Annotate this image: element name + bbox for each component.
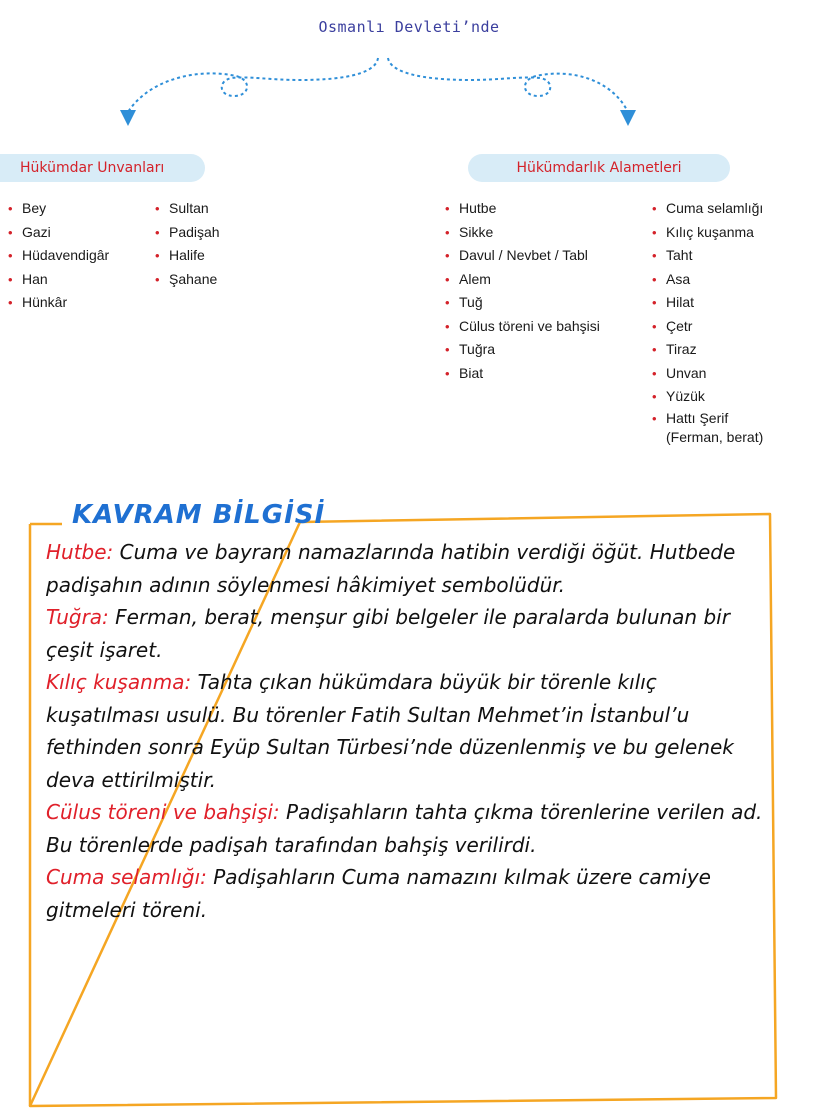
concept-definition: Padişahların Cuma namazını kılmak üzere camiye gitmeleri töreni.: [46, 865, 711, 922]
concept-term: Tuğra:: [46, 605, 109, 629]
list-item: • Cuma selamlığı: [652, 197, 812, 221]
list-item: • Hünkâr: [8, 291, 148, 315]
list-item: • Davul / Nevbet / Tabl: [445, 244, 655, 268]
concept-entry: [46, 536, 766, 601]
list-item: • Padişah: [155, 221, 275, 245]
concept-entry: [46, 796, 766, 861]
list-item: • Tuğra: [445, 338, 655, 362]
list-item: • Taht: [652, 244, 812, 268]
list-item: • Unvan: [652, 362, 812, 386]
concept-card-text: [46, 536, 766, 926]
concept-definition: Padişahların tahta çıkma törenlerine verilen ad. Bu törenlerde padişah tarafından bahşiş verilirdi.: [46, 800, 763, 857]
list-item: • Cülus töreni ve bahşisi: [445, 315, 655, 339]
list-item: • Sultan: [155, 197, 275, 221]
list-item: • Kılıç kuşanma: [652, 221, 812, 245]
concept-term: Kılıç kuşanma:: [46, 670, 192, 694]
list-item: • Yüzük: [652, 385, 812, 409]
ruler-titles-label: Hükümdar Unvanları: [0, 154, 205, 182]
concept-entry: [46, 601, 766, 666]
list-item: • Tuğ: [445, 291, 655, 315]
list-item: • Hattı Şerif (Ferman, berat): [652, 409, 812, 447]
list-item: • Hüdavendigâr: [8, 244, 148, 268]
concept-term: Cuma selamlığı:: [46, 865, 207, 889]
diagram-title: Osmanlı Devleti’nde: [318, 18, 500, 36]
list-item: • Bey: [8, 197, 148, 221]
concept-card-title: KAVRAM BİLGİSİ: [72, 500, 326, 530]
concept-definition: Cuma ve bayram namazlarında hatibin verdiği öğüt. Hutbede padişahın adının söylenmesi hâkimiyet sembolüdür.: [46, 540, 736, 597]
list-item: • Biat: [445, 362, 655, 386]
list-item: • Asa: [652, 268, 812, 292]
list-item: • Halife: [155, 244, 275, 268]
list-item: • Tiraz: [652, 338, 812, 362]
concept-entry: [46, 666, 766, 796]
list-item: • Hilat: [652, 291, 812, 315]
list-item: • Gazi: [8, 221, 148, 245]
concept-definition: Tahta çıkan hükümdara büyük bir törenle kılıç kuşatılması usulü. Bu törenler Fatih Sultan Mehmet’in İstanbul’u fethinden sonra Eyüp Sultan Türbesi’nde düzenlenmiş ve bu gelenek deva ettirilmiştir.: [46, 670, 734, 792]
concept-term: Cülus töreni ve bahşişi:: [46, 800, 280, 824]
concept-entry: [46, 861, 766, 926]
list-item: • Çetr: [652, 315, 812, 339]
concept-definition: Ferman, berat, menşur gibi belgeler ile paralarda bulunan bir çeşit işaret.: [46, 605, 730, 662]
list-item: • Hutbe: [445, 197, 655, 221]
list-item: • Sikke: [445, 221, 655, 245]
concept-term: Hutbe:: [46, 540, 114, 564]
sovereignty-symbols-label: Hükümdarlık Alametleri: [468, 154, 730, 182]
list-item: • Alem: [445, 268, 655, 292]
list-item: • Han: [8, 268, 148, 292]
list-item: • Şahane: [155, 268, 275, 292]
